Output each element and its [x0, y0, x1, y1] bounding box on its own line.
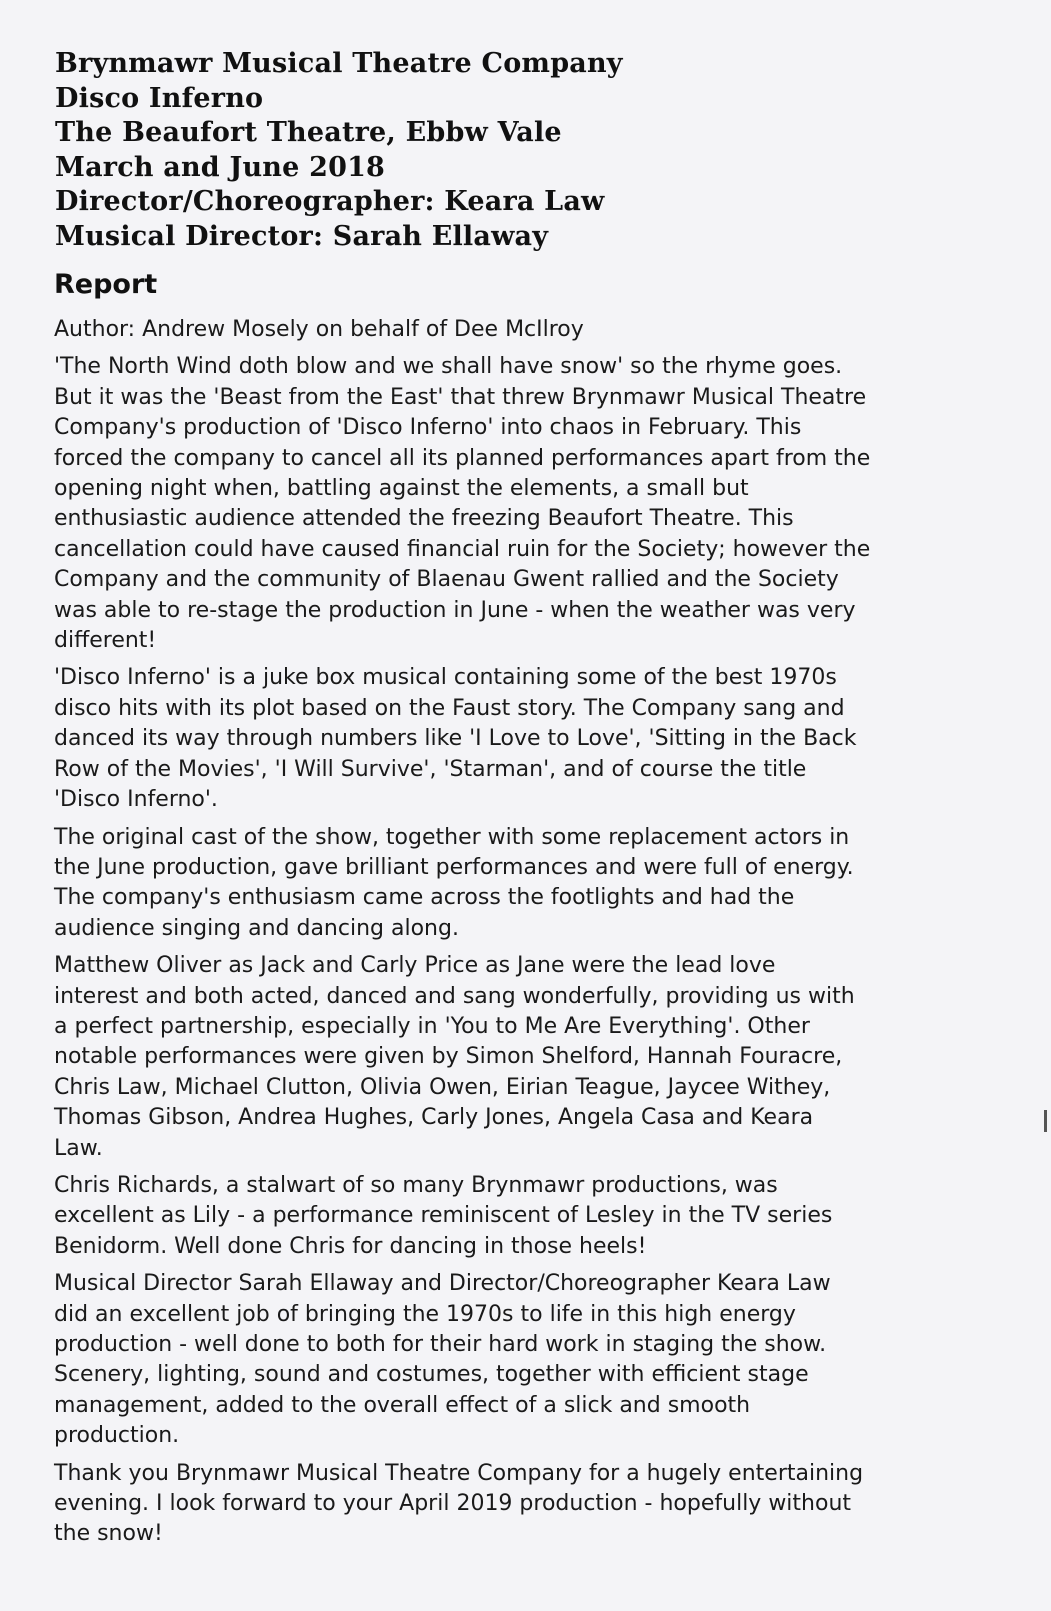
paragraph-line: Company's production of 'Disco Inferno' into chaos in February. This — [54, 415, 802, 441]
paragraph-line: 'The North Wind doth blow and we shall have snow' so the rhyme goes. — [54, 354, 843, 380]
paragraph-line: Benidorm. Well done Chris for dancing in those heels! — [54, 1233, 647, 1259]
paragraph — [54, 1171, 1004, 1262]
paragraph-line: disco hits with its plot based on the Faust story. The Company sang and — [54, 695, 845, 721]
scan-edge-mark — [1044, 1110, 1047, 1132]
paragraph-line: enthusiastic audience attended the freezing Beaufort Theatre. This — [54, 506, 794, 532]
paragraph-line: management, added to the overall effect of a slick and smooth — [54, 1392, 751, 1418]
paragraph — [54, 1269, 1004, 1451]
dates: March and June 2018 — [55, 151, 386, 183]
paragraph-line: production - well done to both for their hard work in staging the show. — [54, 1332, 827, 1357]
paragraph-line: 'Disco Inferno'. — [54, 787, 218, 813]
paragraph-list — [54, 352, 1004, 1549]
author-line: Author: Andrew Mosely on behalf of Dee McIlroy — [54, 317, 584, 342]
paragraph — [54, 663, 1004, 815]
paragraph-line: different! — [54, 628, 157, 654]
report-body — [54, 315, 1004, 1557]
paragraph-line: interest and both acted, danced and sang wonderfully, providing us with — [54, 983, 855, 1009]
paragraph-line: Matthew Oliver as Jack and Carly Price as Jane were the lead love — [54, 953, 776, 979]
paragraph-line: The company's enthusiasm came across the footlights and had the — [54, 885, 795, 911]
header-block — [55, 47, 955, 255]
paragraph-line: evening. I look forward to your April 2019 production - hopefully without — [54, 1491, 852, 1517]
paragraph — [54, 352, 1004, 656]
paragraph-line: Chris Richards, a stalwart of so many Brynmawr productions, was — [54, 1172, 778, 1198]
paragraph-line: the June production, gave brilliant performances and were full of energy. — [54, 854, 854, 880]
paragraph-line: Row of the Movies', 'I Will Survive', 'Starman', and of course the title — [54, 756, 807, 782]
paragraph-line: the snow! — [54, 1521, 163, 1547]
paragraph-line: danced its way through numbers like 'I Love to Love', 'Sitting in the Back — [54, 726, 857, 752]
paragraph-line: The original cast of the show, together with some replacement actors in — [54, 824, 850, 850]
paragraph-line: Scenery, lighting, sound and costumes, together with efficient stage — [54, 1362, 809, 1388]
company-name: Brynmawr Musical Theatre Company — [55, 48, 623, 79]
paragraph-line: excellent as Lily - a performance reminiscent of Lesley in the TV series — [54, 1203, 833, 1229]
paragraph — [54, 951, 1004, 1164]
paragraph-line: Thank you Brynmawr Musical Theatre Company for a hugely entertaining — [54, 1460, 864, 1486]
paragraph-line: Company and the community of Blaenau Gwent rallied and the Society — [54, 567, 839, 593]
paragraph-line: 'Disco Inferno' is a juke box musical containing some of the best 1970s — [54, 665, 837, 691]
paragraph — [54, 823, 1004, 945]
paragraph-line: Thomas Gibson, Andrea Hughes, Carly Jones, Angela Casa and Keara — [54, 1105, 814, 1131]
paragraph-line: was able to re-stage the production in June - when the weather was very — [54, 597, 856, 623]
paragraph-line: Musical Director Sarah Ellaway and Director/Choreographer Keara Law — [54, 1271, 831, 1297]
show-title: Disco Inferno — [55, 82, 264, 114]
paragraph-line: notable performances were given by Simon Shelford, Hannah Fouracre, — [54, 1044, 843, 1070]
paragraph-line: forced the company to cancel all its planned performances apart from the — [54, 445, 871, 471]
musical-director: Musical Director: Sarah Ellaway — [55, 220, 549, 252]
paragraph-line: audience singing and dancing along. — [54, 915, 459, 941]
paragraph-line: production. — [54, 1423, 180, 1449]
paragraph-line: cancellation could have caused financial ruin for the Society; however the — [54, 536, 871, 562]
paragraph-line: did an excellent job of bringing the 1970s to life in this high energy — [54, 1301, 796, 1327]
paragraph-line: But it was the 'Beast from the East' that threw Brynmawr Musical Theatre — [54, 384, 867, 410]
venue: The Beaufort Theatre, Ebbw Vale — [55, 117, 562, 149]
report-heading: Report — [54, 269, 158, 300]
paragraph — [54, 1459, 1004, 1550]
paragraph-line: Law. — [54, 1135, 103, 1161]
paragraph-line: Chris Law, Michael Clutton, Olivia Owen, Eirian Teague, Jaycee Withey, — [54, 1074, 831, 1100]
paragraph-line: opening night when, battling against the elements, a small but — [54, 476, 749, 502]
paragraph-line: a perfect partnership, especially in 'You to Me Are Everything'. Other — [54, 1013, 810, 1039]
director-choreographer: Director/Choreographer: Keara Law — [55, 186, 605, 218]
